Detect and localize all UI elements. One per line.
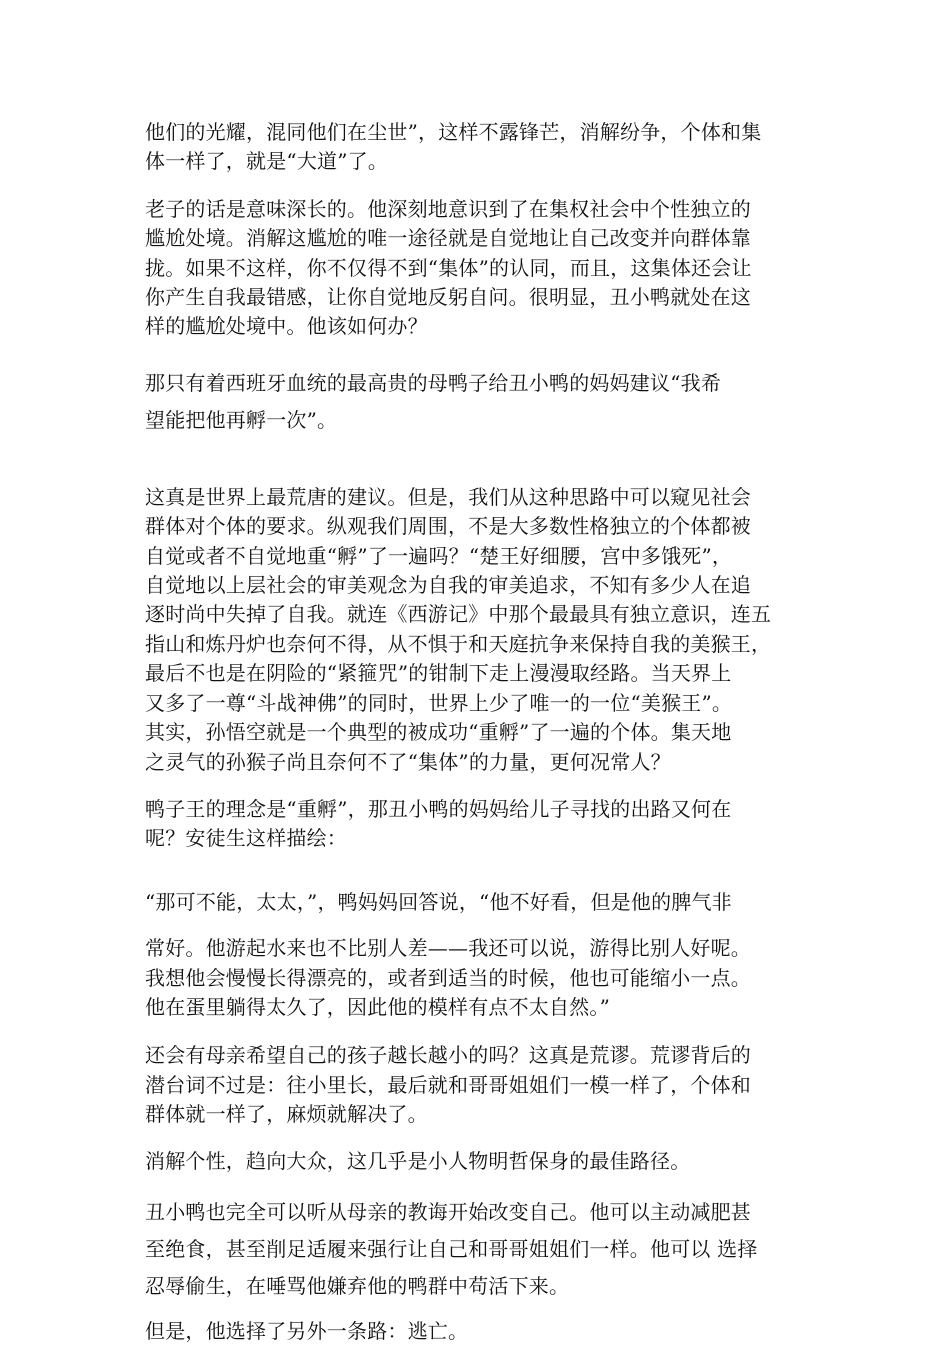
text-line: 消解个性，趋向大众，这几乎是小人物明哲保身的最佳路径。: [145, 1148, 691, 1173]
text-line: 至绝食，甚至削足适履来强行让自己和哥哥姐姐们一样。他可以 选择: [145, 1236, 758, 1261]
text-line: 拢。如果不这样，你不仅得不到“集体”的认同，而且，这集体还会让: [145, 255, 752, 280]
text-line: 逐时尚中失掉了自我。就连《西游记》中那个最最具有独立意识，连五: [145, 602, 772, 627]
paragraph-2: [145, 195, 810, 342]
text-line: 自觉或者不自觉地重“孵”了一遍吗？“楚王好细腰，宫中多饿死”，: [145, 543, 733, 568]
text-line: 望能把他再孵一次”。: [145, 407, 338, 432]
text-line: 指山和炼丹炉也奈何不得，从不惧于和天庭抗争来保持自我的美猴王，: [145, 631, 772, 656]
paragraph-9: [145, 1147, 810, 1176]
text-line: 又多了一尊“斗战神佛”的同时，世界上少了唯一的一位“美猴王”。: [145, 690, 733, 715]
text-line: 尴尬处境。消解这尴尬的唯一途径就是自觉地让自己改变并向群体靠: [145, 226, 751, 251]
text-line: 最后不也是在阴险的“紧箍咒”的钳制下走上漫漫取经路。当天界上: [145, 661, 732, 686]
text-line: 老子的话是意味深长的。他深刻地意识到了在集权社会中个性独立的: [145, 196, 751, 221]
text-line: 样的尴尬处境中。他该如何办？: [145, 314, 428, 339]
text-line: 那只有着西班牙血统的最高贵的母鸭子给丑小鸭的妈妈建议“我希: [145, 370, 722, 395]
text-line: 体一样了，就是“大道”了。: [145, 149, 389, 174]
text-line: “那可不能，太太，”，鸭妈妈回答说，“他不好看，但是他的脾气非: [145, 889, 732, 914]
text-line: 忍辱偷生，在唾骂他嫌弃他的鸭群中苟活下来。: [145, 1273, 570, 1298]
text-line: 还会有母亲希望自己的孩子越长越小的吗？这真是荒谬。荒谬背后的: [145, 1043, 751, 1068]
paragraph-4: [145, 483, 810, 777]
text-line: 你产生自我最错感，让你自觉地反躬自问。很明显，丑小鸭就处在这: [145, 285, 751, 310]
text-line: 自觉地以上层社会的审美观念为自我的审美追求，不知有多少人在追: [145, 573, 751, 598]
paragraph-7: [145, 934, 810, 1022]
text-line: 他们的光耀，混同他们在尘世”，这样不露锋芒，消解纷争，个体和集: [145, 120, 762, 144]
text-line: 常好。他游起水来也不比别人差——我还可以说，游得比别人好呢。: [145, 936, 751, 961]
text-line: 我想他会慢慢长得漂亮的，或者到适当的时候，他也可能缩小一点。: [145, 965, 751, 990]
text-line: 呢？安徒生这样描绘：: [145, 826, 347, 851]
text-line: 丑小鸭也完全可以听从母亲的教诲开始改变自己。他可以主动减肥甚: [145, 1199, 751, 1224]
text-line: 群体对个体的要求。纵观我们周围，不是大多数性格独立的个体都被: [145, 514, 751, 539]
paragraph-8: [145, 1041, 810, 1129]
text-line: 但是，他选择了另外一条路：逃亡。: [145, 1318, 469, 1343]
document-body: [145, 118, 810, 1346]
text-line: 潜台词不过是：往小里长，最后就和哥哥姐姐们一模一样了，个体和: [145, 1072, 751, 1097]
text-line: 之灵气的孙猴子尚且奈何不了“集体”的力量，更何况常人？: [145, 749, 671, 774]
text-line: 他在蛋里躺得太久了，因此他的模样有点不太自然。”: [145, 994, 611, 1019]
paragraph-5: [145, 795, 810, 854]
paragraph-1: [145, 118, 810, 177]
text-line: 其实，孙悟空就是一个典型的被成功“重孵”了一遍的个体。集天地: [145, 720, 732, 745]
paragraph-6: [145, 888, 810, 917]
paragraph-10: [145, 1194, 810, 1305]
text-line: 这真是世界上最荒唐的建议。但是，我们从这种思路中可以窥见社会: [145, 484, 751, 509]
text-line: 鸭子王的理念是“重孵”，那丑小鸭的妈妈给儿子寻找的出路又何在: [145, 796, 732, 821]
paragraph-3: [145, 365, 810, 439]
text-line: 群体就一样了，麻烦就解决了。: [145, 1102, 428, 1127]
paragraph-11: [145, 1317, 810, 1346]
